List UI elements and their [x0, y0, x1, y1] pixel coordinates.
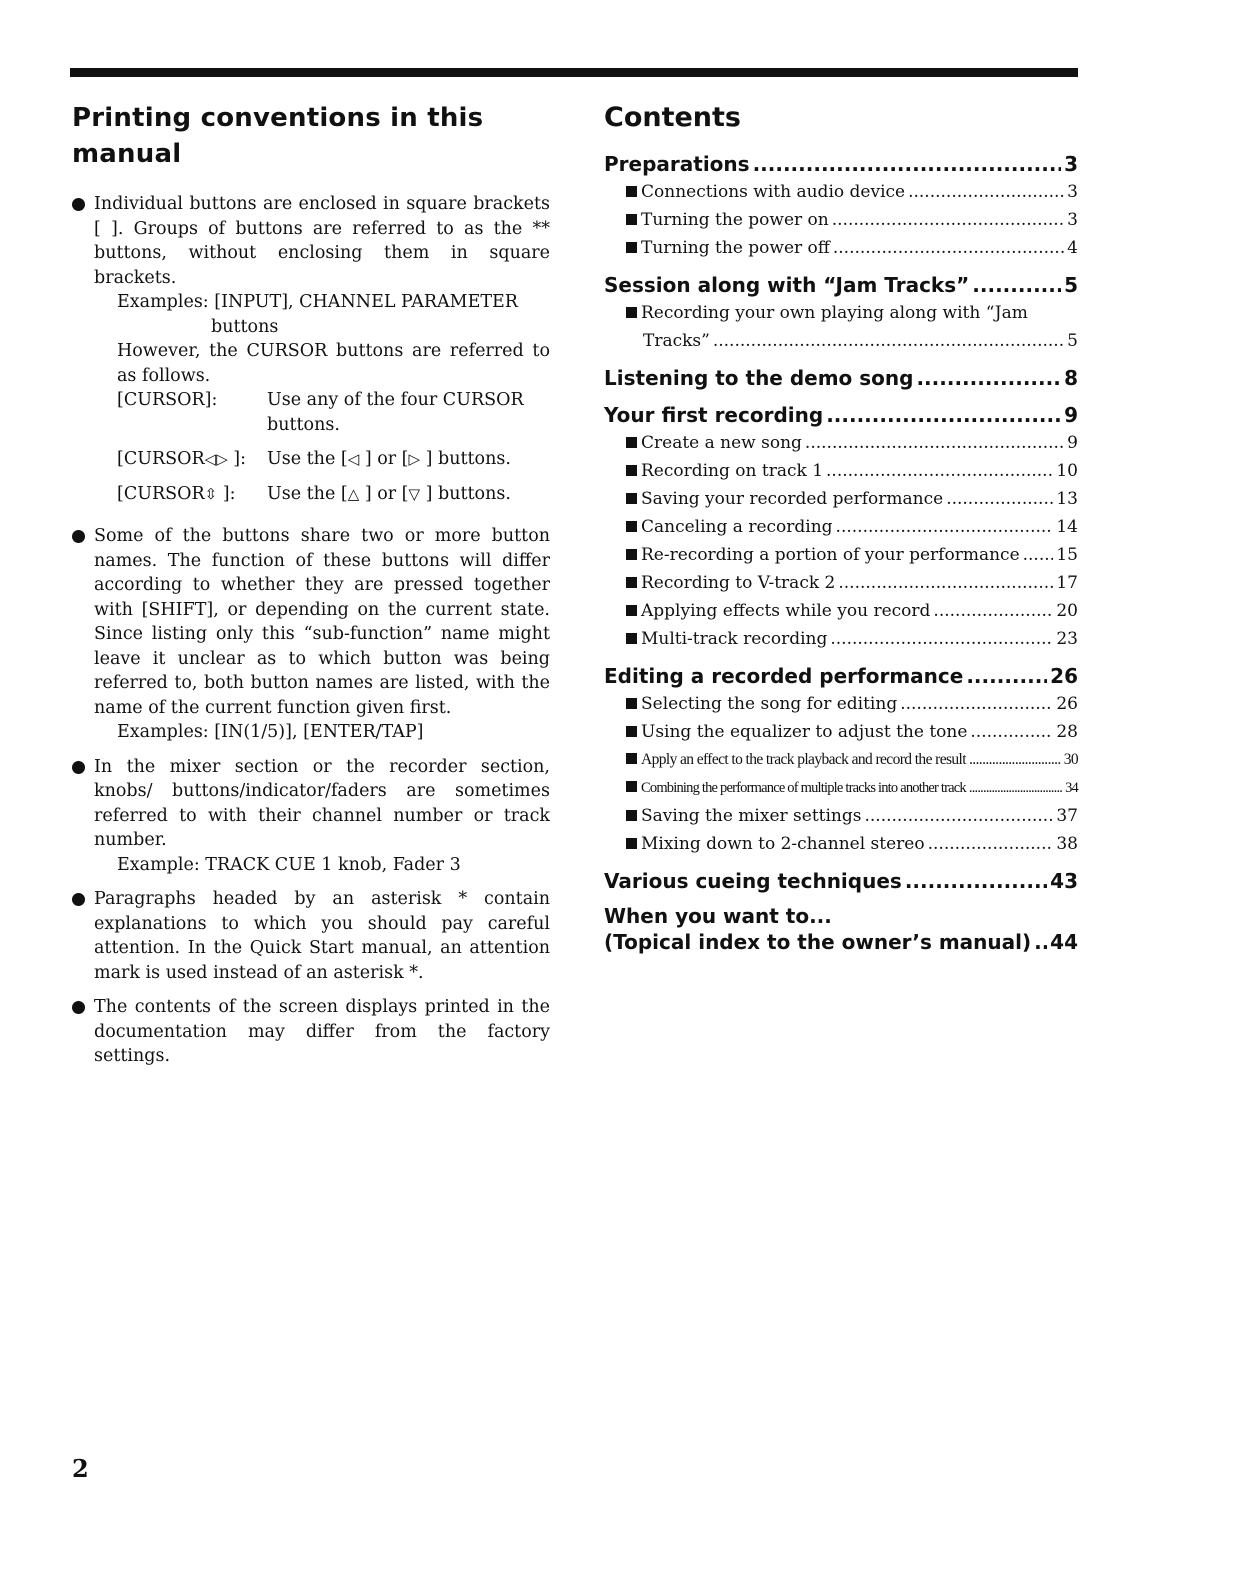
desc-part: ] buttons.	[420, 449, 511, 469]
toc-section-label-cont: (Topical index to the owner’s manual)	[604, 930, 1032, 954]
square-bullet-icon	[626, 549, 637, 560]
paragraph-text: In the mixer section or the recorder section, knobs/ buttons/indicator/faders are sometimes referred to with their channel number or track number.	[94, 756, 550, 850]
dot-leader	[970, 718, 1053, 746]
toc-page: 20	[1056, 601, 1078, 621]
square-bullet-icon	[626, 521, 637, 532]
toc-item[interactable]	[604, 485, 1078, 513]
toc-item[interactable]	[604, 429, 1078, 457]
toc-page: 4	[1067, 238, 1078, 258]
page-number: 2	[72, 1454, 89, 1483]
toc-item[interactable]	[604, 597, 1078, 625]
toc-page: 15	[1056, 545, 1078, 565]
dot-leader	[830, 625, 1053, 653]
toc-page: 10	[1056, 461, 1078, 481]
toc-item-label: Multi-track recording	[641, 629, 828, 649]
definition-desc	[267, 482, 550, 507]
term-suffix: ]:	[227, 449, 247, 469]
square-bullet-icon	[626, 726, 637, 737]
toc-page: 37	[1056, 806, 1078, 826]
paragraph-text: The contents of the screen displays printed in the documentation may differ from the factory settings.	[94, 997, 550, 1066]
toc-page: 43	[1050, 869, 1078, 893]
dot-leader	[972, 271, 1061, 299]
toc-page: 3	[1064, 152, 1078, 176]
toc-item[interactable]	[604, 513, 1078, 541]
square-bullet-icon	[626, 242, 637, 253]
toc-section-label: Preparations	[604, 152, 750, 176]
toc-item[interactable]	[604, 746, 1078, 774]
paragraph-text: Individual buttons are enclosed in square brackets [ ]. Groups of buttons are referred to as the ** buttons, without enclosing them in square brackets.	[94, 194, 550, 288]
convention-paragraph-4	[72, 887, 550, 985]
toc-item[interactable]	[604, 457, 1078, 485]
cursor-down-icon: ▽	[408, 484, 421, 503]
toc-section-when-you-want-to[interactable]	[604, 903, 1078, 955]
toc-page: 28	[1056, 722, 1078, 742]
dot-leader	[966, 662, 1047, 690]
toc-section-cueing[interactable]	[604, 867, 1078, 895]
square-bullet-icon	[626, 633, 637, 644]
desc-part: ] or [	[359, 449, 409, 469]
dot-leader	[933, 597, 1053, 625]
toc-page: 3	[1067, 182, 1078, 202]
square-bullet-icon	[626, 493, 637, 504]
dot-leader	[946, 485, 1053, 513]
toc-page: 26	[1050, 664, 1078, 688]
toc-page: 8	[1064, 366, 1078, 390]
definition-desc	[267, 447, 550, 472]
dot-leader	[916, 364, 1061, 392]
toc-section-session[interactable]	[604, 271, 1078, 299]
toc-item-label: Mixing down to 2-channel stereo	[641, 834, 925, 854]
square-bullet-icon	[626, 605, 637, 616]
toc-page: 9	[1067, 433, 1078, 453]
dot-leader	[836, 513, 1054, 541]
toc-item-label: Using the equalizer to adjust the tone	[641, 722, 968, 742]
dot-leader	[905, 867, 1047, 895]
cursor-left-right-icon: ◁▷	[204, 450, 228, 468]
dot-leader	[864, 802, 1053, 830]
bullet-icon	[72, 893, 85, 906]
toc-section-label: Various cueing techniques	[604, 869, 902, 893]
toc-page: 14	[1056, 517, 1078, 537]
toc-page: 5	[1064, 273, 1078, 297]
square-bullet-icon	[626, 214, 637, 225]
dot-leader	[908, 178, 1064, 206]
toc-item[interactable]	[604, 206, 1078, 234]
toc-item-label: Create a new song	[641, 433, 802, 453]
cursor-up-down-row	[94, 482, 550, 507]
toc-item[interactable]	[604, 541, 1078, 569]
desc-part: Use the [	[267, 483, 348, 504]
square-bullet-icon	[626, 465, 637, 476]
definition-term	[117, 447, 267, 472]
definition-term: [CURSOR]:	[117, 390, 218, 410]
dot-leader	[1034, 929, 1047, 955]
definition-desc: Use any of the four CURSOR buttons.	[267, 390, 524, 435]
paragraph-text: Some of the buttons share two or more button names. The function of these buttons will differ according to whether they are pressed together with [SHIFT], or depending on the current state. Since listing only this “sub-function” name might leave it unclear as to which button was being referred to, both button names are listed, with the name of the current function given first.	[94, 526, 550, 718]
toc-page: 5	[1067, 331, 1078, 351]
toc-item[interactable]	[604, 234, 1078, 262]
dot-leader	[805, 429, 1064, 457]
example-line: Example: TRACK CUE 1 knob, Fader 3	[117, 854, 461, 875]
toc-section-first-recording[interactable]	[604, 401, 1078, 429]
bullet-icon	[72, 530, 85, 543]
dot-leader	[928, 830, 1054, 858]
term-prefix: [CURSOR	[117, 483, 205, 504]
dot-leader	[833, 234, 1064, 262]
toc-item-label: Recording to V-track 2	[641, 573, 836, 593]
toc-item[interactable]	[604, 774, 1078, 802]
cursor-up-down-icon: ⇳	[204, 484, 218, 503]
dot-leader	[826, 401, 1061, 429]
toc-section-label: Listening to the demo song	[604, 366, 914, 390]
square-bullet-icon	[626, 810, 637, 821]
cursor-up-icon: △	[347, 484, 360, 503]
cursor-left-icon: ◁	[347, 450, 360, 468]
toc-item-label: Recording on track 1	[641, 461, 824, 481]
example-continuation: buttons	[211, 316, 279, 337]
toc-section-label: Editing a recorded performance	[604, 664, 964, 688]
toc-item[interactable]	[604, 718, 1078, 746]
desc-part: ] buttons.	[420, 483, 511, 504]
square-bullet-icon	[626, 698, 637, 709]
toc-page: 3	[1067, 210, 1078, 230]
toc-item-label: Saving your recorded performance	[641, 489, 944, 509]
toc-item-label: Canceling a recording	[641, 517, 833, 537]
toc-item[interactable]	[604, 569, 1078, 597]
toc-page: 44	[1050, 930, 1078, 954]
toc-section-editing[interactable]	[604, 662, 1078, 690]
toc-item[interactable]	[604, 178, 1078, 206]
bullet-icon	[72, 761, 85, 774]
dot-leader	[969, 774, 1062, 802]
toc-section-line2	[604, 929, 1078, 955]
square-bullet-icon	[626, 753, 637, 764]
toc-page: 17	[1056, 573, 1078, 593]
convention-paragraph-5	[72, 995, 550, 1069]
dot-leader	[832, 206, 1064, 234]
toc-item-label: Re-recording a portion of your performance	[641, 545, 1020, 565]
toc-item-label: Recording your own playing along with “Jam	[641, 303, 1028, 323]
toc-page: 38	[1056, 834, 1078, 854]
convention-paragraph-2	[72, 524, 550, 745]
toc-item-line1	[626, 299, 1078, 327]
top-rule	[70, 68, 1078, 77]
table-of-contents	[604, 100, 1078, 955]
toc-page: 34	[1065, 780, 1078, 796]
desc-part: Use the [	[267, 449, 348, 469]
toc-item-label: Connections with audio device	[641, 182, 906, 202]
toc-section-listening[interactable]	[604, 364, 1078, 392]
square-bullet-icon	[626, 577, 637, 588]
toc-item-label-cont: Tracks”	[643, 331, 710, 351]
dot-leader	[826, 457, 1053, 485]
toc-item-label: Turning the power on	[641, 210, 829, 230]
convention-paragraph-1	[72, 192, 550, 506]
dot-leader	[969, 746, 1061, 774]
toc-item[interactable]	[604, 830, 1078, 858]
cursor-left-right-row	[94, 447, 550, 472]
term-prefix: [CURSOR	[117, 449, 205, 469]
toc-page: 13	[1056, 489, 1078, 509]
desc-part: ] or [	[359, 483, 409, 504]
toc-section-label: Your first recording	[604, 403, 824, 427]
toc-page: 30	[1063, 751, 1078, 768]
toc-item-line2	[626, 327, 1078, 355]
however-note: However, the CURSOR buttons are referred to as follows.	[117, 341, 550, 386]
bullet-icon	[72, 198, 85, 211]
example-line: Examples: [INPUT], CHANNEL PARAMETER	[117, 292, 518, 312]
square-bullet-icon	[626, 838, 637, 849]
section-title: Printing conventions in this manual	[72, 103, 484, 169]
cursor-right-icon: ▷	[408, 450, 421, 468]
dot-leader	[753, 150, 1062, 178]
toc-item[interactable]	[604, 299, 1078, 355]
contents-title: Contents	[604, 102, 742, 133]
toc-page: 9	[1064, 403, 1078, 427]
toc-item-label: Saving the mixer settings	[641, 806, 862, 826]
toc-section-label: Session along with “Jam Tracks”	[604, 273, 970, 297]
square-bullet-icon	[626, 307, 637, 318]
toc-page: 26	[1056, 694, 1078, 714]
bullet-icon	[72, 1001, 85, 1014]
cursor-definition-row	[94, 388, 550, 437]
toc-section-preparations[interactable]	[604, 150, 1078, 178]
term-suffix: ]:	[217, 483, 236, 504]
definition-term	[117, 482, 267, 507]
toc-item-label: Selecting the song for editing	[641, 694, 898, 714]
toc-item[interactable]	[604, 625, 1078, 653]
square-bullet-icon	[626, 437, 637, 448]
printing-conventions-section	[72, 100, 550, 1079]
dot-leader	[838, 569, 1053, 597]
dot-leader	[1023, 541, 1054, 569]
toc-item[interactable]	[604, 802, 1078, 830]
toc-item[interactable]	[604, 690, 1078, 718]
dot-leader	[900, 690, 1053, 718]
toc-page: 23	[1056, 629, 1078, 649]
toc-item-label: Turning the power off	[641, 238, 830, 258]
paragraph-text: Paragraphs headed by an asterisk * contain explanations to which you should pay careful attention. In the Quick Start manual, an attention mark is used instead of an asterisk *.	[94, 889, 550, 983]
square-bullet-icon	[626, 781, 637, 792]
dot-leader	[713, 327, 1064, 355]
example-line: Examples: [IN(1/5)], [ENTER/TAP]	[117, 722, 424, 742]
toc-item-label: Applying effects while you record	[641, 601, 931, 621]
square-bullet-icon	[626, 186, 637, 197]
toc-item-label: Apply an effect to the track playback and record the result	[641, 751, 966, 768]
convention-paragraph-3	[72, 755, 550, 878]
toc-item-label: Combining the performance of multiple tracks into another track	[641, 780, 966, 796]
toc-section-label: When you want to...	[604, 904, 832, 928]
